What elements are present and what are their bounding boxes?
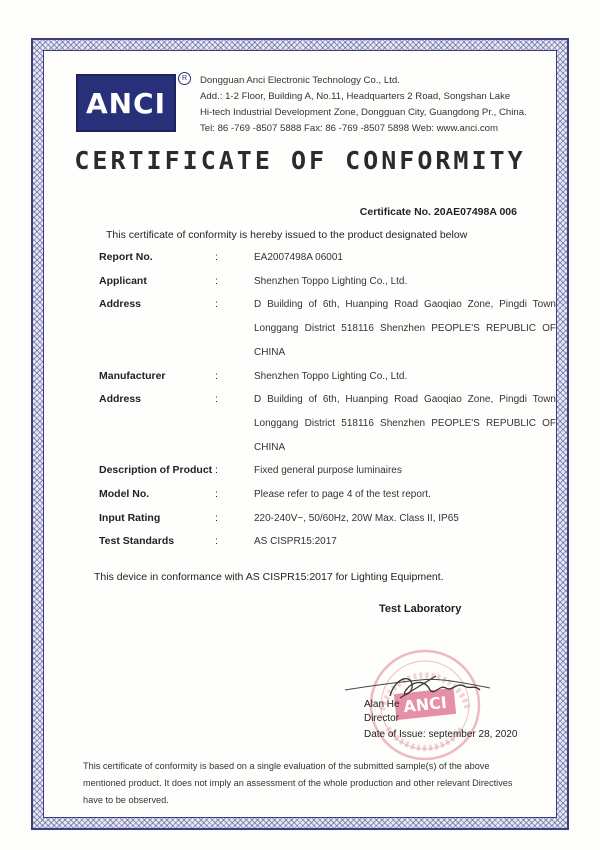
intro-text: This certificate of conformity is hereby issued to the product designated below bbox=[106, 229, 468, 241]
report-no-label: Report No. bbox=[99, 251, 153, 263]
document-title: CERTIFICATE OF CONFORMITY bbox=[74, 146, 526, 175]
disclaimer-line3: have to be observed. bbox=[83, 795, 169, 805]
applicant-value: Shenzhen Toppo Lighting Co., Ltd. bbox=[254, 276, 408, 287]
manufacturer-address-line1: D Building of 6th, Huanping Road Gaoqiao Zone, Pingdi Town bbox=[254, 394, 556, 405]
description-colon: : bbox=[215, 464, 218, 476]
input-rating-colon: : bbox=[215, 512, 218, 524]
model-no-label: Model No. bbox=[99, 488, 150, 500]
model-no-colon: : bbox=[215, 488, 218, 500]
applicant-address-label: Address bbox=[99, 298, 142, 310]
manufacturer-value: Shenzhen Toppo Lighting Co., Ltd. bbox=[254, 371, 408, 382]
manufacturer-address-colon: : bbox=[215, 393, 218, 405]
signatory-name: Alan He bbox=[364, 699, 400, 710]
description-label: Description of Product bbox=[99, 464, 213, 476]
test-standards-colon: : bbox=[215, 535, 218, 547]
report-no-colon: : bbox=[215, 251, 218, 263]
disclaimer-line1: This certificate of conformity is based on a single evaluation of the submitted sample(s) of the above bbox=[83, 761, 490, 771]
applicant-address-line1: D Building of 6th, Huanping Road Gaoqiao Zone, Pingdi Town bbox=[254, 299, 556, 310]
test-standards-label: Test Standards bbox=[99, 535, 175, 547]
input-rating-value: 220-240V~, 50/60Hz, 20W Max. Class II, IP65 bbox=[254, 513, 459, 524]
manufacturer-colon: : bbox=[215, 370, 218, 382]
test-standards-value: AS CISPR15:2017 bbox=[254, 536, 337, 547]
manufacturer-address-label: Address bbox=[99, 393, 142, 405]
model-no-value: Please refer to page 4 of the test report. bbox=[254, 489, 431, 500]
registered-mark-icon: R bbox=[178, 72, 191, 85]
conformance-statement: This device in conformance with AS CISPR15:2017 for Lighting Equipment. bbox=[94, 571, 444, 583]
input-rating-label: Input Rating bbox=[99, 512, 161, 524]
date-of-issue: Date of Issue: september 28, 2020 bbox=[364, 729, 518, 740]
report-no-value: EA2007498A 06001 bbox=[254, 252, 343, 263]
applicant-colon: : bbox=[215, 275, 218, 287]
applicant-address-line2: Longgang District 518116 Shenzhen PEOPLE'S REPUBLIC OF bbox=[254, 323, 556, 334]
stamp-center-text: ANCI bbox=[402, 692, 448, 717]
manufacturer-label: Manufacturer bbox=[99, 370, 166, 382]
company-address-line1: Add.: 1-2 Floor, Building A, No.11, Headquarters 2 Road, Songshan Lake bbox=[200, 91, 511, 102]
issuer-info bbox=[200, 73, 560, 137]
company-contact: Tel: 86 -769 -8507 5888 Fax: 86 -769 -8507 5898 Web: www.anci.com bbox=[200, 123, 498, 134]
disclaimer-footer bbox=[83, 758, 535, 809]
test-laboratory-label: Test Laboratory bbox=[379, 603, 462, 615]
applicant-address-line3: CHINA bbox=[254, 347, 286, 358]
certificate-number: Certificate No. 20AE07498A 006 bbox=[359, 206, 517, 218]
anci-logo bbox=[76, 74, 176, 132]
applicant-label: Applicant bbox=[99, 275, 147, 287]
company-address-line2: Hi-tech Industrial Development Zone, Dongguan City, Guangdong Pr., China. bbox=[200, 107, 527, 118]
logo-text: ANCI bbox=[85, 86, 167, 120]
manufacturer-address-line2: Longgang District 518116 Shenzhen PEOPLE'S REPUBLIC OF bbox=[254, 418, 556, 429]
applicant-address-colon: : bbox=[215, 298, 218, 310]
manufacturer-address-line3: CHINA bbox=[254, 442, 286, 453]
signatory-role: Director bbox=[364, 713, 400, 724]
company-name: Dongguan Anci Electronic Technology Co., Ltd. bbox=[200, 75, 400, 86]
description-value: Fixed general purpose luminaires bbox=[254, 465, 402, 476]
disclaimer-line2: mentioned product. It does not imply an assessment of the whole production and other relevant Directives bbox=[83, 778, 513, 788]
